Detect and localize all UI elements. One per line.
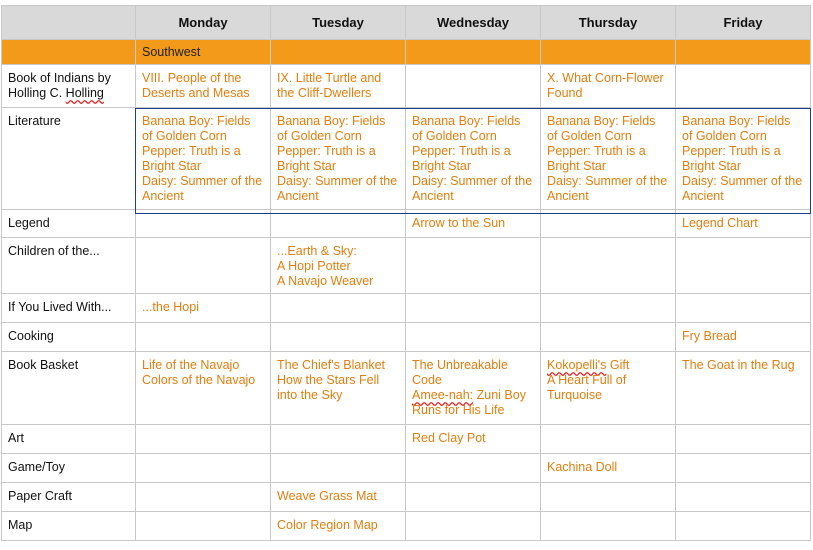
row-label-line: Cooking <box>8 329 54 343</box>
activity-line: of Golden Corn <box>547 129 632 143</box>
activity-line: the Cliff-Dwellers <box>277 86 372 100</box>
unit-label <box>2 40 136 65</box>
activity-cell <box>136 425 271 454</box>
activity-cell <box>676 294 811 323</box>
activity-cell <box>541 294 676 323</box>
activity-cell <box>136 483 271 512</box>
row-label <box>2 238 136 294</box>
activity-cell <box>406 352 541 425</box>
activity-line: Banana Boy: Fields <box>142 114 251 128</box>
activity-line: Banana Boy: Fields <box>547 114 656 128</box>
activity-line: Pepper: Truth is a <box>142 144 241 158</box>
activity-line: Daisy: Summer of the <box>277 174 398 188</box>
unit-cell <box>676 40 811 65</box>
weekly-plan-table <box>1 5 811 541</box>
table-row <box>2 210 811 238</box>
day-header-thursday: Thursday <box>541 6 676 40</box>
activity-line: Daisy: Summer of the <box>682 174 803 188</box>
activity-line: Pepper: Truth is a <box>277 144 376 158</box>
activity-line: Banana Boy: Fields <box>412 114 521 128</box>
activity-cell <box>136 210 271 238</box>
activity-line: The Goat in the Rug <box>682 358 795 372</box>
row-label-line: Holling C. Holling <box>8 86 104 100</box>
activity-cell <box>406 238 541 294</box>
activity-cell <box>676 512 811 541</box>
activity-line: X. What Corn-Flower <box>547 71 664 85</box>
row-label <box>2 483 136 512</box>
activity-cell <box>676 238 811 294</box>
activity-cell <box>271 108 406 210</box>
activity-line: Bright Star <box>682 159 742 173</box>
activity-line: Ancient <box>412 189 454 203</box>
spellcheck-word: Amee-nah: <box>412 388 474 402</box>
row-label-line: Game/Toy <box>8 460 65 474</box>
row-label-line: Book of Indians by <box>8 71 111 85</box>
activity-line: Life of the Navajo <box>142 358 240 372</box>
activity-line: Pepper: Truth is a <box>547 144 646 158</box>
activity-cell <box>406 454 541 483</box>
activity-cell <box>136 65 271 108</box>
table-row <box>2 454 811 483</box>
activity-cell <box>271 454 406 483</box>
activity-cell <box>541 512 676 541</box>
table-row <box>2 483 811 512</box>
table-row <box>2 108 811 210</box>
row-label-line: Art <box>8 431 24 445</box>
row-label <box>2 210 136 238</box>
activity-cell <box>271 425 406 454</box>
activity-line: Arrow to the Sun <box>412 216 506 230</box>
activity-cell <box>406 425 541 454</box>
activity-cell <box>676 352 811 425</box>
spellcheck-word: Kokopelli's <box>547 358 607 372</box>
activity-line: Red Clay Pot <box>412 431 486 445</box>
activity-line: into the Sky <box>277 388 343 402</box>
activity-cell <box>541 352 676 425</box>
row-label <box>2 108 136 210</box>
activity-line: ...the Hopi <box>142 300 199 314</box>
activity-cell <box>271 512 406 541</box>
activity-cell <box>136 454 271 483</box>
activity-line: Bright Star <box>547 159 607 173</box>
activity-cell <box>271 65 406 108</box>
activity-cell <box>406 65 541 108</box>
activity-line: A Navajo Weaver <box>277 274 374 288</box>
activity-cell <box>541 483 676 512</box>
row-label <box>2 65 136 108</box>
activity-cell <box>541 425 676 454</box>
row-label-line: If You Lived With... <box>8 300 112 314</box>
activity-cell <box>676 65 811 108</box>
activity-line: ...Earth & Sky: <box>277 244 357 258</box>
table-row <box>2 425 811 454</box>
activity-line: Legend Chart <box>682 216 758 230</box>
activity-line: Turquoise <box>547 388 603 402</box>
activity-cell <box>541 108 676 210</box>
activity-line: Banana Boy: Fields <box>277 114 386 128</box>
activity-line: The Unbreakable <box>412 358 508 372</box>
activity-cell <box>136 108 271 210</box>
activity-line: VIII. People of the <box>142 71 242 85</box>
unit-cell <box>541 40 676 65</box>
activity-line: Pepper: Truth is a <box>412 144 511 158</box>
activity-line: The Chief's Blanket <box>277 358 385 372</box>
activity-line: Found <box>547 86 583 100</box>
table-row <box>2 65 811 108</box>
activity-line: Deserts and Mesas <box>142 86 250 100</box>
activity-line: Kachina Doll <box>547 460 618 474</box>
activity-line: Amee-nah: Zuni Boy <box>412 388 526 402</box>
row-label-line: Paper Craft <box>8 489 72 503</box>
activity-line: Ancient <box>277 189 319 203</box>
activity-cell <box>271 238 406 294</box>
activity-cell <box>136 323 271 352</box>
activity-line: A Heart Full of <box>547 373 627 387</box>
activity-cell <box>271 483 406 512</box>
table-row <box>2 512 811 541</box>
activity-cell <box>136 238 271 294</box>
header-corner <box>2 6 136 40</box>
row-label <box>2 352 136 425</box>
activity-line: Pepper: Truth is a <box>682 144 781 158</box>
activity-line: Bright Star <box>142 159 202 173</box>
activity-line: of Golden Corn <box>412 129 497 143</box>
activity-cell <box>676 323 811 352</box>
activity-cell <box>676 454 811 483</box>
activity-line: Ancient <box>682 189 724 203</box>
activity-cell <box>271 352 406 425</box>
activity-cell <box>406 108 541 210</box>
activity-line: Ancient <box>142 189 184 203</box>
activity-cell <box>406 483 541 512</box>
activity-cell <box>541 210 676 238</box>
activity-line: of Golden Corn <box>682 129 767 143</box>
activity-line: Color Region Map <box>277 518 378 532</box>
unit-cell <box>406 40 541 65</box>
table-row <box>2 323 811 352</box>
activity-line: Colors of the Navajo <box>142 373 256 387</box>
table-row <box>2 238 811 294</box>
activity-line: Bright Star <box>412 159 472 173</box>
activity-cell <box>136 352 271 425</box>
activity-cell <box>541 238 676 294</box>
activity-cell <box>676 210 811 238</box>
activity-cell <box>136 294 271 323</box>
table-row <box>2 352 811 425</box>
header-row <box>2 6 811 40</box>
day-header-friday: Friday <box>676 6 811 40</box>
activity-line: Daisy: Summer of the <box>142 174 263 188</box>
activity-line: Daisy: Summer of the <box>412 174 533 188</box>
row-label-line: Book Basket <box>8 358 79 372</box>
activity-line: Code <box>412 373 442 387</box>
activity-line: Bright Star <box>277 159 337 173</box>
spellcheck-word: Holling <box>65 86 104 100</box>
activity-cell <box>406 323 541 352</box>
activity-cell <box>541 65 676 108</box>
activity-line: Fry Bread <box>682 329 737 343</box>
row-label <box>2 323 136 352</box>
activity-cell <box>406 210 541 238</box>
activity-cell <box>406 512 541 541</box>
activity-cell <box>271 210 406 238</box>
unit-row <box>2 40 811 65</box>
row-label <box>2 294 136 323</box>
activity-line: Kokopelli's Gift <box>547 358 630 372</box>
activity-line: Ancient <box>547 189 589 203</box>
activity-line: A Hopi Potter <box>277 259 351 273</box>
activity-line: Weave Grass Mat <box>277 489 377 503</box>
row-label-line: Children of the... <box>8 244 100 258</box>
unit-name: Southwest <box>136 40 271 65</box>
activity-cell <box>541 454 676 483</box>
activity-cell <box>271 294 406 323</box>
activity-line: How the Stars Fell <box>277 373 380 387</box>
activity-cell <box>676 108 811 210</box>
row-label <box>2 512 136 541</box>
table-row <box>2 294 811 323</box>
activity-cell <box>136 512 271 541</box>
day-header-tuesday: Tuesday <box>271 6 406 40</box>
row-label <box>2 425 136 454</box>
activity-cell <box>406 294 541 323</box>
activity-line: Daisy: Summer of the <box>547 174 668 188</box>
activity-line: Runs for His Life <box>412 403 505 417</box>
day-header-wednesday: Wednesday <box>406 6 541 40</box>
row-label-line: Map <box>8 518 33 532</box>
activity-line: of Golden Corn <box>277 129 362 143</box>
row-label-line: Legend <box>8 216 50 230</box>
row-label-line: Literature <box>8 114 61 128</box>
activity-cell <box>676 483 811 512</box>
activity-cell <box>541 323 676 352</box>
activity-line: of Golden Corn <box>142 129 227 143</box>
activity-line: IX. Little Turtle and <box>277 71 382 85</box>
row-label <box>2 454 136 483</box>
unit-cell <box>271 40 406 65</box>
day-header-monday: Monday <box>136 6 271 40</box>
activity-line: Banana Boy: Fields <box>682 114 791 128</box>
activity-cell <box>676 425 811 454</box>
activity-cell <box>271 323 406 352</box>
